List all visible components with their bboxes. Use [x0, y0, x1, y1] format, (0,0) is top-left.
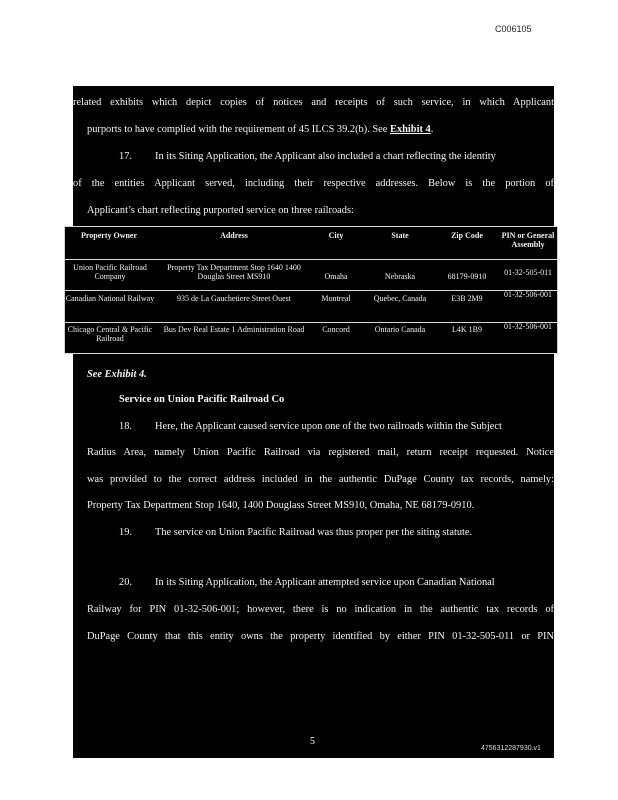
para-18-line-3: was provided to the correct address included in the authentic DuPage County tax records, namely:: [87, 474, 554, 485]
table-header-pin: PIN or General Assembly: [501, 231, 555, 249]
table-row-3-city: Concord: [322, 325, 350, 334]
table-row-2-state: Quebec, Canada: [373, 294, 427, 303]
para-18-line-1: [119, 420, 554, 434]
table-row-1-zip: 68179-0910: [447, 272, 487, 281]
para-18-line-2: Radius Area, namely Union Pacific Railroad via registered mail, return receipt requested. Notice: [87, 447, 554, 458]
table-row-2-owner: Canadian National Railway: [65, 294, 155, 303]
railroad-service-table: [64, 226, 558, 354]
table-row-2-city: Montreal: [321, 294, 351, 303]
exhibit-4-link[interactable]: Exhibit 4: [390, 124, 431, 135]
para-19-line-1: [119, 526, 554, 540]
para-20-line-2: Railway for PIN 01-32-506-001; however, there is no indication in the authentic tax records of: [87, 604, 554, 615]
para-17-number: 17.: [119, 151, 132, 162]
para-20-line-1: [119, 576, 554, 590]
para-17-line-2: of the entities Applicant served, including their respective addresses. Below is the portion of: [73, 178, 554, 189]
table-row-1-state: Nebraska: [384, 272, 416, 281]
intro-line-2: purports to have complied with the requirement of 45 ILCS 39.2(b). See Exhibit 4.: [87, 124, 434, 135]
para-18-number: 18.: [119, 421, 132, 432]
table-row-3-address: Bus Dev Real Estate 1 Administration Road: [163, 325, 305, 334]
table-row-3-owner: Chicago Central & Pacific Railroad: [67, 325, 153, 343]
section-heading: Service on Union Pacific Railroad Co: [119, 394, 285, 405]
page-number: 5: [310, 736, 315, 747]
table-row-2-zip: E3B 2M9: [451, 294, 483, 303]
para-20-text-1: In its Siting Application, the Applicant attempted service upon Canadian National: [155, 577, 495, 588]
document-body-lower: [73, 356, 554, 758]
para-19-number: 19.: [119, 527, 132, 538]
table-row-2-address: 935 de La Gauchetiere Street Ouest: [177, 294, 291, 303]
para-19-text-1: The service on Union Pacific Railroad was thus proper per the siting statute.: [155, 527, 473, 538]
para-20-line-3: DuPage County that this entity owns the property identified by either PIN 01-32-505-011 or PIN: [87, 631, 554, 642]
table-row-3-state: Ontario Canada: [374, 325, 426, 334]
table-row-1-pin: 01-32-505-011: [504, 268, 552, 277]
para-17-line-1: [119, 150, 554, 164]
para-17-line-3: Applicant’s chart reflecting purported service on three railroads:: [87, 205, 354, 216]
table-row-1-owner: Union Pacific Railroad Company: [73, 263, 147, 281]
table-row-3-pin: 01-32-506-001: [504, 322, 552, 331]
table-header-address: Address: [220, 231, 248, 240]
para-20-number: 20.: [119, 577, 132, 588]
para-18-text-1: Here, the Applicant caused service upon one of the two railroads within the Subject: [155, 421, 502, 432]
table-header-zip: Zip Code: [451, 231, 483, 240]
table-row-3-zip: L4K 1B9: [452, 325, 482, 334]
table-header-property-owner: Property Owner: [80, 231, 138, 240]
table-row-1-address: Property Tax Department Stop 1640 1400 Douglas Street MS910: [167, 263, 301, 281]
para-17-text-1: In its Siting Application, the Applicant also included a chart reflecting the identity: [155, 151, 496, 162]
table-header-city: City: [328, 231, 344, 240]
intro-line-1: related exhibits which depict copies of notices and receipts of such service, in which Applicant: [73, 97, 554, 108]
table-header-state: State: [391, 231, 409, 240]
table-row-2-pin: 01-32-506-001: [504, 290, 552, 299]
para-18-line-4: Property Tax Department Stop 1640, 1400 Douglass Street MS910, Omaha, NE 68179-0910.: [87, 500, 475, 511]
table-row-1-city: Omaha: [324, 272, 348, 281]
intro-line-2-text: purports to have complied with the requirement of 45 ILCS 39.2(b). See: [87, 124, 388, 135]
bates-number: C006105: [495, 24, 532, 34]
see-exhibit-4: See Exhibit 4.: [87, 369, 147, 380]
document-id: 4756312287930.v1: [481, 745, 541, 752]
